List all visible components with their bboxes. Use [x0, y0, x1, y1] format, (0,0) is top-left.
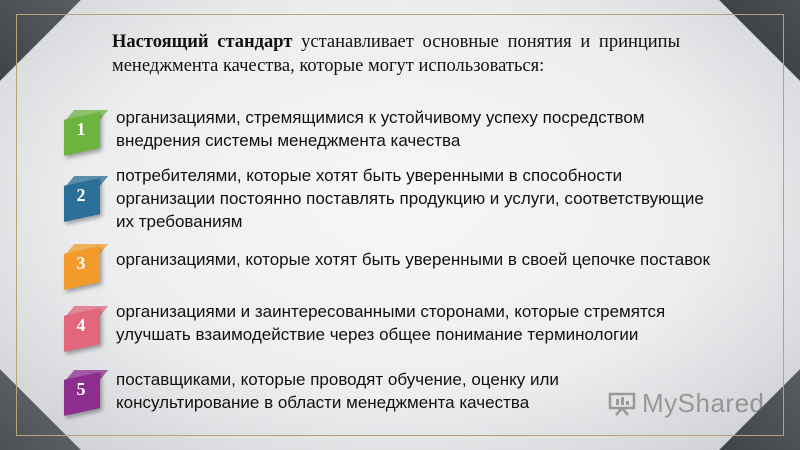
- item-line: организациями, стремящимися к устойчивому успеху посредством: [116, 108, 645, 127]
- badge-number: 3: [76, 253, 86, 273]
- watermark-text: MyShared: [642, 388, 765, 418]
- item-line: улучшать взаимодействие через общее понимание терминологии: [116, 325, 639, 344]
- number-badge-2: [60, 176, 106, 218]
- item-text: [116, 164, 704, 233]
- item-text: [116, 106, 645, 152]
- item-line: их требованиям: [116, 212, 243, 231]
- badge-number: 4: [76, 315, 86, 335]
- watermark: [608, 388, 765, 419]
- intro-paragraph: [112, 30, 680, 78]
- badge-number: 5: [76, 379, 86, 399]
- item-line: организациями, которые хотят быть уверенными в своей цепочке поставок: [116, 250, 710, 269]
- presentation-board-icon: [608, 392, 636, 416]
- corner-decoration-top-left: [0, 0, 83, 83]
- item-line: потребителями, которые хотят быть уверенными в способности: [116, 166, 623, 185]
- item-line: организациями и заинтересованными сторонами, которые стремятся: [116, 302, 666, 321]
- number-badge-5: [60, 370, 106, 412]
- badge-number: 1: [76, 119, 86, 139]
- item-line: внедрения системы менеджмента качества: [116, 131, 461, 150]
- number-badge-1: [60, 110, 106, 152]
- item-line: организации постоянно поставлять продукцию и услуги, соответствующие: [116, 189, 704, 208]
- number-badge-3: [60, 244, 106, 286]
- intro-bold: Настоящий стандарт: [112, 32, 293, 52]
- badge-number: 2: [76, 185, 86, 205]
- item-line: поставщиками, которые проводят обучение, оценку или: [116, 370, 559, 389]
- number-badge-4: [60, 306, 106, 348]
- item-text: [116, 300, 665, 346]
- intro-text: устанавливает основные понятия и принципы менеджмента качества, которые могут использоваться:: [112, 32, 681, 76]
- corner-decoration-top-right: [717, 0, 800, 83]
- item-line: консультирование в области менеджмента качества: [116, 393, 530, 412]
- item-text: [116, 248, 710, 271]
- item-text: [116, 368, 559, 414]
